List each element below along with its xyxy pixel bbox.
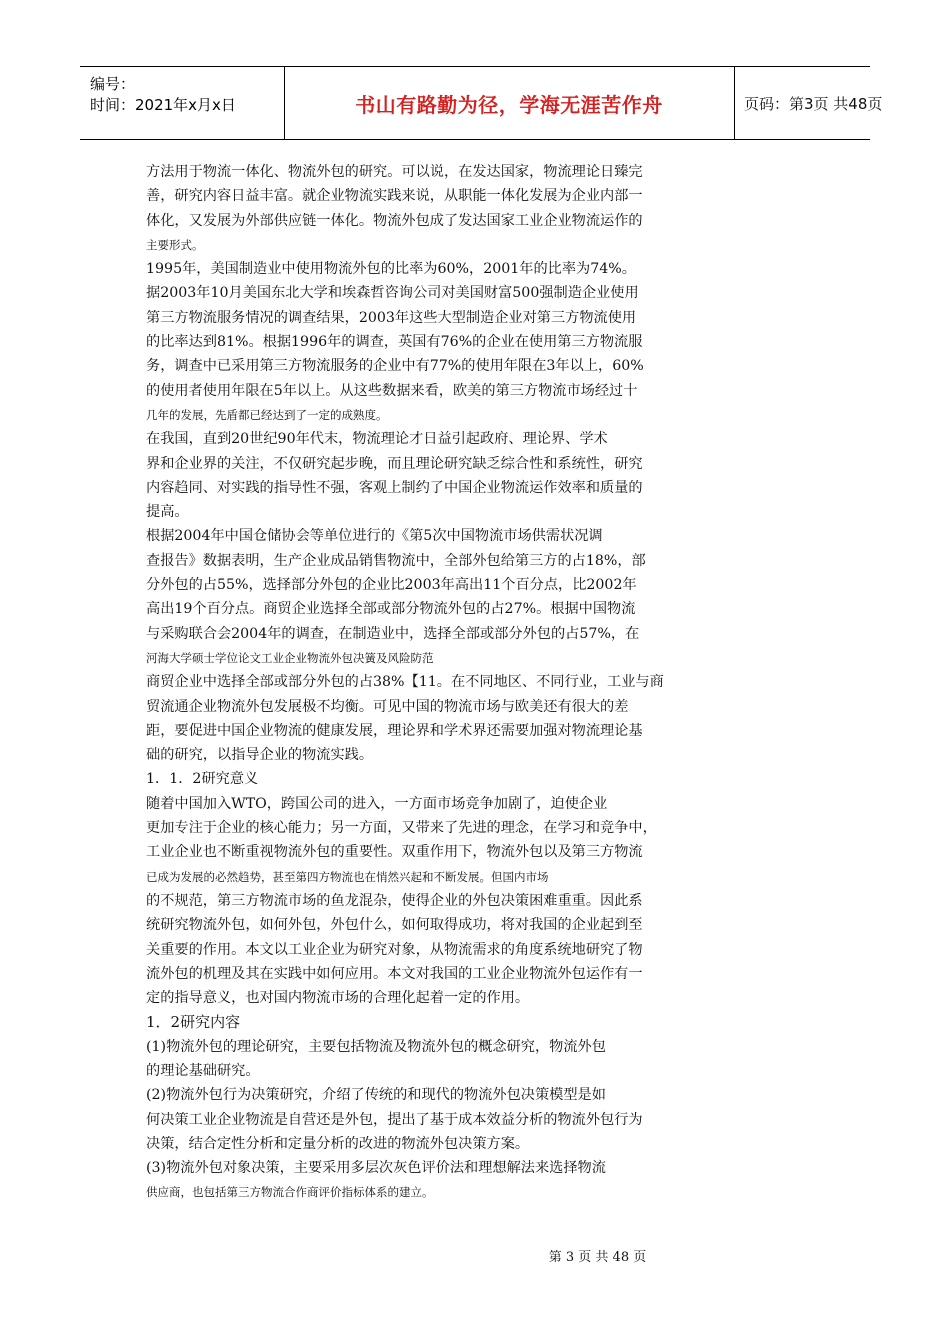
text-line: 流外包的机理及其在实践中如何应用。本文对我国的工业企业物流外包运作有一 bbox=[146, 965, 643, 982]
page-footer: 第 3 页 共 48 页 bbox=[548, 1250, 647, 1265]
text-line: 的使用者使用年限在5年以上。从这些数据来看，欧美的第三方物流市场经过十 bbox=[146, 382, 638, 399]
text-line: 分外包的占55%，选择部分外包的企业比2003年高出11个百分点，比2002年 bbox=[146, 577, 637, 594]
text-line: 几年的发展，先盾都已经达到了一定的成熟度。 bbox=[146, 407, 388, 422]
text-line: 贸流通企业物流外包发展极不均衡。可见中国的物流市场与欧美还有很大的差 bbox=[146, 698, 629, 715]
text-line: 在我国，直到20世纪90年代末，物流理论才日益引起政府、理论界、学术 bbox=[146, 431, 608, 448]
text-line: 工业企业也不断重视物流外包的重要性。双重作用下，物流外包以及第三方物流 bbox=[146, 844, 643, 861]
text-line: 体化，又发展为外部供应链一体化。物流外包成了发达国家工业企业物流运作的 bbox=[146, 212, 643, 229]
text-line: 决策，结合定性分析和定量分析的改进的物流外包决策方案。 bbox=[146, 1135, 530, 1152]
text-line: 界和企业界的关注，不仅研究起步晚，而且理论研究缺乏综合性和系统性，研究 bbox=[146, 455, 643, 472]
text-line: 1．1．2研究意义 bbox=[146, 771, 259, 788]
text-line: 据2003年10月美国东北大学和埃森哲咨询公司对美国财富500强制造企业使用 bbox=[146, 285, 639, 302]
text-line: 方法用于物流一体化、物流外包的研究。可以说，在发达国家，物流理论日臻完 bbox=[146, 164, 643, 180]
text-line: 河海大学硕士学位论文工业企业物流外包决簧及风险防范 bbox=[146, 650, 434, 665]
text-line: 何决策工业企业物流是自营还是外包，提出了基于成本效益分析的物流外包行为 bbox=[146, 1111, 643, 1128]
text-line: 内容趋同、对实践的指导性不强，客观上制约了中国企业物流运作效率和质量的 bbox=[146, 479, 643, 496]
text-line: 的不规范，第三方物流市场的鱼龙混杂，使得企业的外包决策困难重重。因此系 bbox=[146, 892, 643, 909]
text-line: 善，研究内容日益丰富。就企业物流实践来说，从职能一体化发展为企业内部一 bbox=[146, 188, 643, 205]
text-line: 定的指导意义，也对国内物流市场的合理化起着一定的作用。 bbox=[146, 990, 530, 1007]
text-line: 1．2研究内容 bbox=[146, 1013, 241, 1032]
document-body bbox=[146, 160, 736, 1205]
document-number-label: 编号： bbox=[90, 75, 136, 93]
text-line: 的比率达到81%。根据1996年的调查，英国有76%的企业在使用第三方物流服 bbox=[146, 334, 643, 351]
header-page-number: 页码：第3页 共48页 bbox=[744, 95, 883, 113]
header-right-cell bbox=[734, 67, 883, 139]
document-date-label: 时间：2021年x月x日 bbox=[90, 96, 236, 114]
text-line: 提高。 bbox=[146, 504, 189, 521]
text-line: 础的研究，以指导企业的物流实践。 bbox=[146, 747, 374, 764]
text-line: 查报告》数据表明，生产企业成品销售物流中，全部外包给第三方的占18%，部 bbox=[146, 552, 646, 569]
header-middle-cell bbox=[284, 67, 735, 139]
header-left-cell bbox=[80, 67, 285, 139]
text-line: (2)物流外包行为决策研究，介绍了传统的和现代的物流外包决策模型是如 bbox=[146, 1087, 606, 1104]
text-line: 1995年，美国制造业中使用物流外包的比率为60%，2001年的比率为74%。 bbox=[146, 261, 636, 278]
text-line: 更加专注于企业的核心能力；另一方面，又带来了先进的理念，在学习和竞争中， bbox=[146, 820, 657, 837]
text-line: 与采购联合会2004年的调查，在制造业中，选择全部或部分外包的占57%，在 bbox=[146, 625, 640, 642]
text-line: 距，要促进中国企业物流的健康发展，理论界和学术界还需要加强对物流理论基 bbox=[146, 722, 643, 739]
text-line: 已成为发展的必然趋势，甚至第四方物流也在悄然兴起和不断发展。但国内市场 bbox=[146, 869, 549, 884]
page-header bbox=[80, 66, 883, 140]
text-line: 主要形式。 bbox=[146, 237, 204, 252]
text-line: 统研究物流外包，如何外包，外包什么，如何取得成功，将对我国的企业起到至 bbox=[146, 917, 643, 934]
text-line: 务，调查中已采用第三方物流服务的企业中有77%的使用年限在3年以上，60% bbox=[146, 358, 644, 375]
text-line: 第三方物流服务情况的调查结果，2003年这些大型制造企业对第三方物流使用 bbox=[146, 309, 637, 326]
text-line: 高出19个百分点。商贸企业选择全部或部分物流外包的占27%。根据中国物流 bbox=[146, 601, 636, 618]
text-line: 供应商，也包括第三方物流合作商评价指标体系的建立。 bbox=[146, 1185, 434, 1200]
header-motto: 书山有路勤为径，学海无涯苦作舟 bbox=[355, 93, 663, 117]
text-line: 商贸企业中选择全部或部分外包的占38%【11。在不同地区、不同行业，工业与商 bbox=[146, 674, 664, 691]
text-line: 的理论基础研究。 bbox=[146, 1062, 260, 1079]
text-line: (3)物流外包对象决策，主要采用多层次灰色评价法和理想解法来选择物流 bbox=[146, 1160, 606, 1177]
text-line: (1)物流外包的理论研究，主要包括物流及物流外包的概念研究，物流外包 bbox=[146, 1038, 606, 1055]
text-line: 随着中国加入WTO，跨国公司的进入，一方面市场竞争加剧了，迫使企业 bbox=[146, 795, 608, 812]
text-line: 根据2004年中国仓储协会等单位进行的《第5次中国物流市场供需状况调 bbox=[146, 528, 603, 545]
text-line: 关重要的作用。本文以工业企业为研究对象，从物流需求的角度系统地研究了物 bbox=[146, 941, 643, 958]
